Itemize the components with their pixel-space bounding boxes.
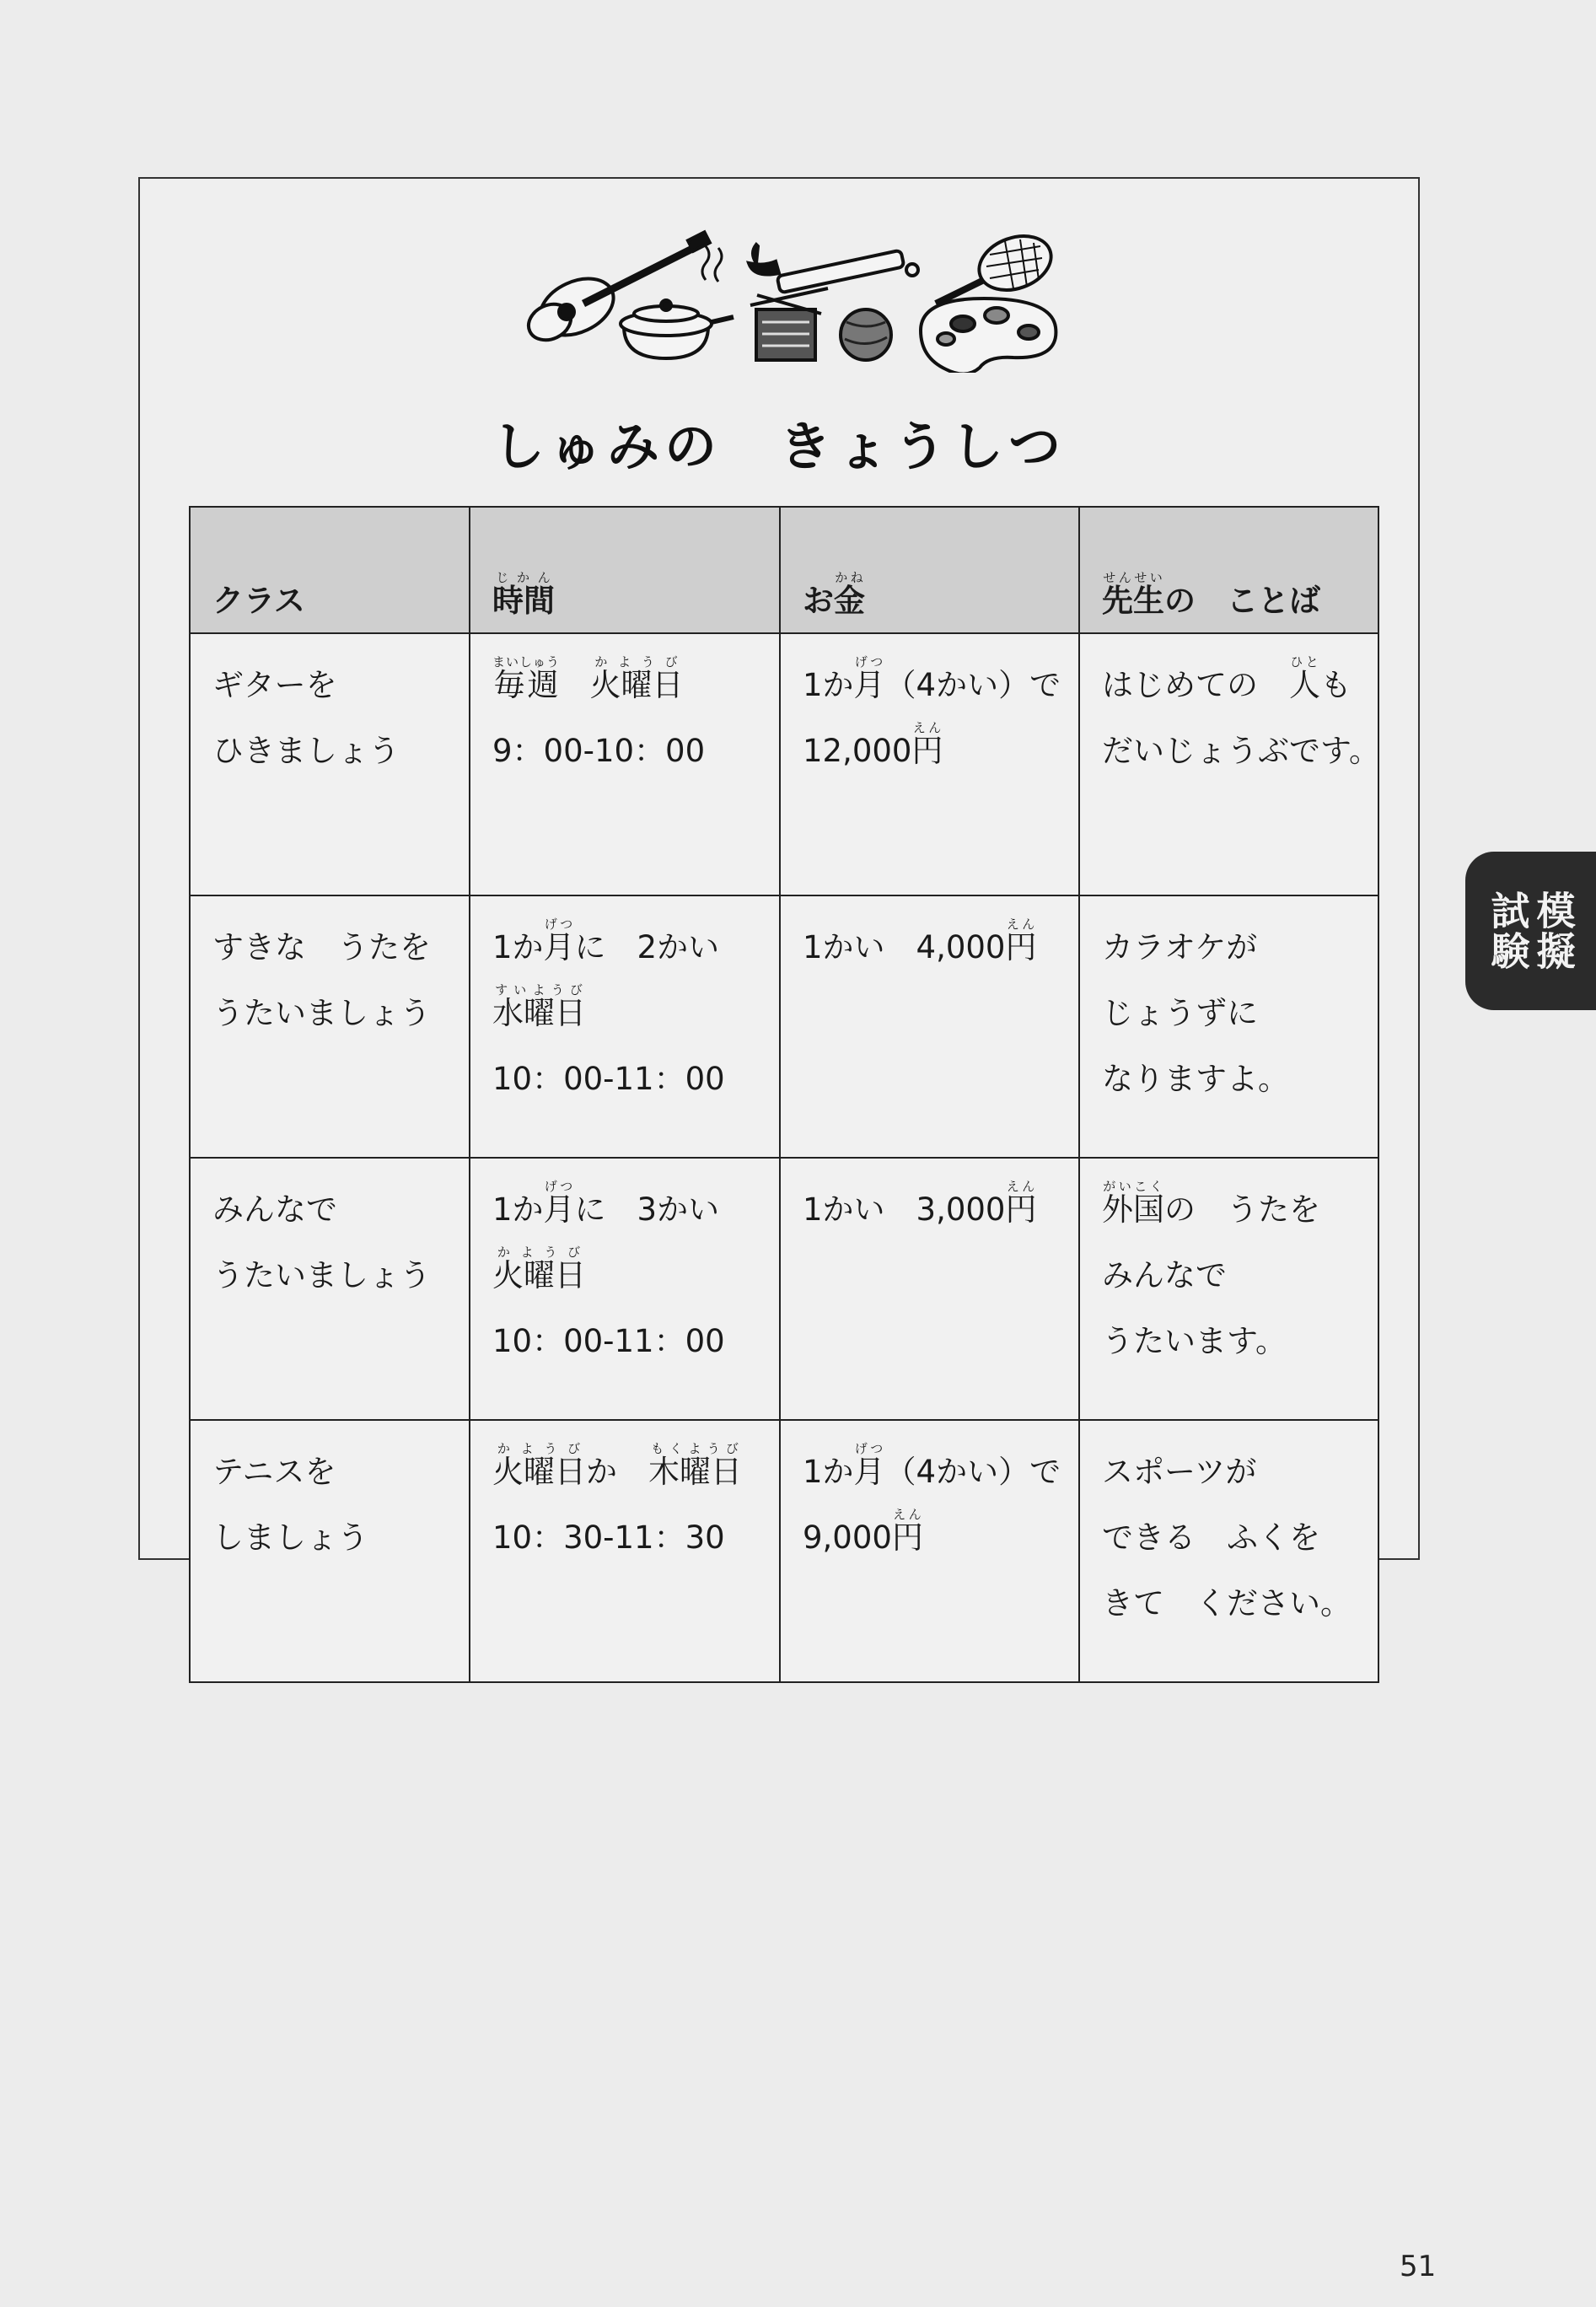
- tennis-racket-icon: [936, 229, 1059, 304]
- class-name-cell: [190, 1420, 470, 1682]
- class-schedule-table: [189, 506, 1379, 1683]
- header-row: [190, 507, 1378, 633]
- header-fee: お金かね: [780, 507, 1079, 633]
- furigana: もくようび: [648, 1441, 742, 1456]
- teacher-words-cell: [1079, 633, 1381, 895]
- furigana: かようび: [492, 1441, 586, 1456]
- class-name-line: テニスを: [212, 1454, 336, 1490]
- paint-palette-icon: [921, 298, 1056, 373]
- class-name-line: ひきましょう: [212, 733, 400, 769]
- furigana-word: 月げつ: [853, 654, 885, 703]
- furigana: かようび: [589, 654, 684, 670]
- schedule-line: 火曜日かようびか 木曜日もくようび: [492, 1441, 742, 1490]
- table-row: [190, 1158, 1378, 1420]
- knitting-icon: [750, 288, 891, 360]
- furigana: がいこく: [1102, 1179, 1164, 1194]
- furigana-word: 月げつ: [543, 1179, 575, 1228]
- furigana: げつ: [543, 1179, 575, 1194]
- furigana-word: 水曜日すいようび: [492, 982, 586, 1031]
- table-row: [190, 895, 1378, 1158]
- class-name-line: すきな うたを: [212, 929, 431, 965]
- teacher-words-line: できる ふくを: [1102, 1519, 1320, 1556]
- page-number: 51: [1400, 2250, 1437, 2283]
- schedule-line: 9：00-10：00: [492, 733, 706, 769]
- teacher-words-cell: [1079, 1420, 1378, 1682]
- teacher-words-line: なりますよ。: [1102, 1061, 1289, 1097]
- teacher-words-line: うたいます。: [1102, 1323, 1287, 1359]
- schedule-line: 10：00-11：00: [492, 1323, 725, 1359]
- header-time: 時間じかん: [470, 507, 780, 633]
- brush-icon: [749, 245, 918, 293]
- page-title: しゅみの きょうしつ: [492, 416, 1066, 477]
- fee-line: 1かい 4,000円えん: [803, 917, 1037, 965]
- furigana: げつ: [543, 917, 575, 932]
- fee-line: 1か月げつ（4かい）で: [803, 1441, 1061, 1490]
- furigana-word: 火曜日かようび: [492, 1441, 586, 1490]
- flyer-frame: [138, 177, 1420, 1621]
- teacher-words-cell: [1079, 1158, 1378, 1420]
- teacher-words-cell: [1079, 895, 1378, 1158]
- tab-text-col2: 試験: [1485, 890, 1531, 971]
- teacher-words-line: じょうずに: [1102, 995, 1258, 1031]
- furigana-word: 円えん: [1005, 917, 1037, 965]
- furigana: かようび: [492, 1245, 586, 1260]
- furigana-word: 毎週まいしゅう: [492, 654, 561, 703]
- schedule-line: 1か月げつに 3かい: [492, 1179, 720, 1228]
- furigana: えん: [891, 1507, 923, 1522]
- class-name-cell: [190, 1158, 470, 1420]
- fee-line: 12,000円えん: [803, 720, 943, 769]
- furigana-word: 外国がいこく: [1102, 1179, 1164, 1228]
- teacher-words-line: はじめての 人ひとも: [1102, 654, 1351, 703]
- hobby-illustrations: [524, 229, 1064, 373]
- furigana-word: 円えん: [911, 720, 943, 769]
- fee-cell: [780, 633, 1079, 895]
- furigana: すいようび: [492, 982, 586, 998]
- class-name-line: みんなで: [212, 1191, 337, 1228]
- furigana: げつ: [853, 654, 885, 670]
- tab-text-col1: 模擬: [1530, 890, 1577, 971]
- furigana-word: 木曜日もくようび: [648, 1441, 742, 1490]
- schedule-line: 10：30-11：30: [492, 1519, 725, 1556]
- section-tab-mock-exam[interactable]: [1465, 852, 1596, 1010]
- schedule-line: [492, 653, 757, 718]
- schedule-line: 10：00-11：00: [492, 1061, 725, 1097]
- fee-line: 9,000円えん: [803, 1507, 923, 1556]
- furigana-word: 月げつ: [543, 917, 575, 965]
- header-class: クラス: [190, 507, 470, 633]
- schedule-line: [492, 1243, 757, 1309]
- table-row: [190, 633, 1378, 895]
- fee-cell: [780, 1420, 1079, 1682]
- teacher-words-line: きて ください。: [1102, 1585, 1351, 1621]
- teacher-words-line: 外国がいこくの うたを: [1102, 1179, 1320, 1228]
- fee-line: 1かい 3,000円えん: [803, 1179, 1037, 1228]
- furigana-word: 人ひと: [1289, 654, 1320, 703]
- class-name-line: ギターを: [212, 667, 337, 703]
- furigana-word: 円えん: [891, 1507, 923, 1556]
- schedule-line: [492, 981, 757, 1046]
- furigana: えん: [1005, 1179, 1037, 1194]
- class-name-cell: [190, 895, 470, 1158]
- class-name-line: うたいましょう: [212, 1257, 431, 1293]
- schedule-cell: [470, 633, 780, 895]
- furigana: えん: [911, 720, 943, 735]
- furigana-word: 月げつ: [853, 1441, 885, 1490]
- teacher-words-line: みんなで: [1102, 1257, 1227, 1293]
- cooking-pot-icon: [621, 246, 734, 358]
- header-teacher-words: 先生せんせいの ことば: [1079, 507, 1378, 633]
- furigana: げつ: [853, 1441, 885, 1456]
- teacher-words-line: スポーツが: [1102, 1454, 1257, 1490]
- schedule-cell: [470, 1420, 780, 1682]
- furigana: えん: [1005, 917, 1037, 932]
- fee-cell: [780, 895, 1079, 1158]
- furigana-word: 火曜日かようび: [589, 654, 684, 703]
- furigana: まいしゅう: [492, 654, 561, 670]
- class-name-cell: [190, 633, 470, 895]
- table-row: [190, 1420, 1378, 1682]
- schedule-cell: [470, 895, 780, 1158]
- class-name-line: しましょう: [212, 1519, 368, 1556]
- schedule-cell: [470, 1158, 780, 1420]
- furigana: ひと: [1289, 654, 1320, 670]
- fee-cell: [780, 1158, 1079, 1420]
- furigana-word: 円えん: [1005, 1179, 1037, 1228]
- fee-line: 1か月げつ（4かい）で: [803, 654, 1061, 703]
- class-name-line: うたいましょう: [212, 995, 431, 1031]
- furigana-word: 火曜日かようび: [492, 1245, 586, 1293]
- teacher-words-line: だいじょうぶです。: [1102, 733, 1381, 769]
- teacher-words-line: カラオケが: [1102, 929, 1258, 965]
- schedule-line: 1か月げつに 2かい: [492, 917, 720, 965]
